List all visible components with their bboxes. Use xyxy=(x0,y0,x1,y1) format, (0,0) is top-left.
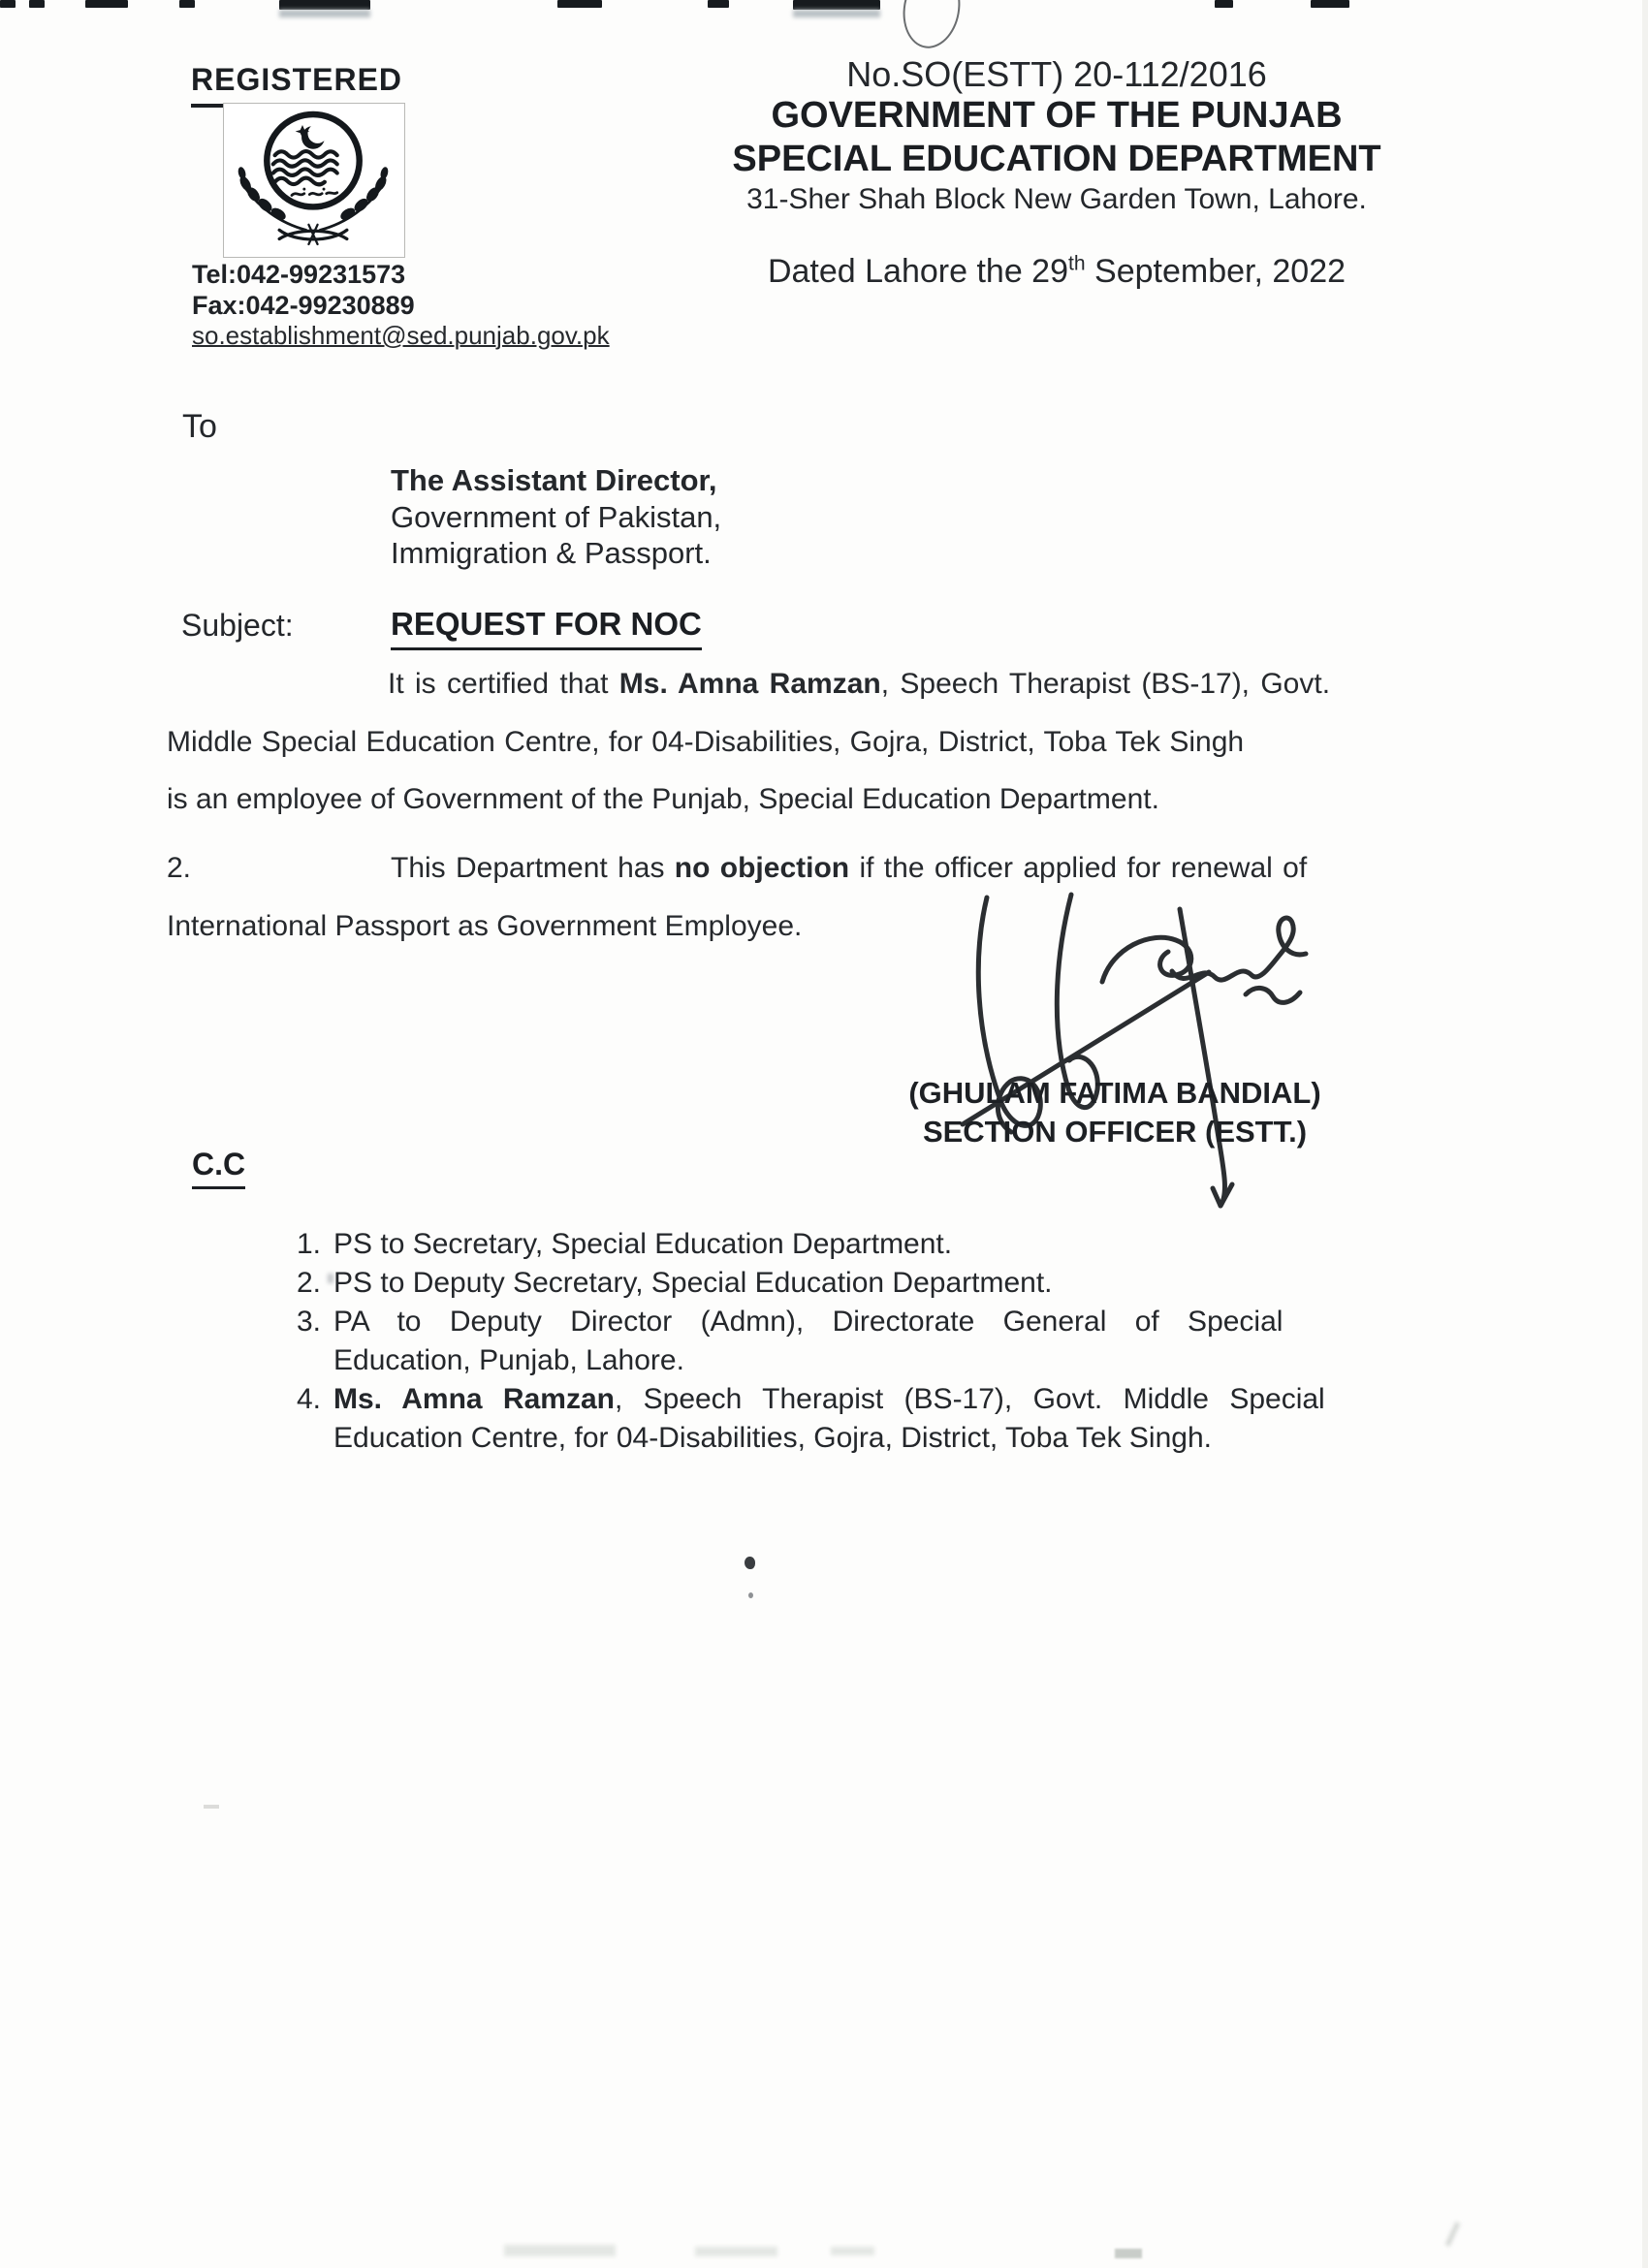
tel-number: Tel:042-99231573 xyxy=(192,260,406,289)
department-address: 31-Sher Shah Block New Garden Town, Lahore. xyxy=(746,183,1367,215)
scan-edge-artifact xyxy=(279,10,370,17)
cc-item-number: 4. xyxy=(297,1383,322,1415)
scan-edge-artifact xyxy=(1642,0,1648,2268)
scan-edge-artifact xyxy=(1311,0,1349,8)
cc-item: PS to Secretary, Special Education Department. xyxy=(333,1228,953,1260)
scan-edge-artifact xyxy=(0,0,16,8)
registered-stamp: REGISTERED xyxy=(191,62,402,108)
signatory-name: (GHULAM FATIMA BANDIAL) xyxy=(908,1076,1321,1110)
recipient-line: Government of Pakistan, xyxy=(391,500,722,534)
reference-number: No.SO(ESTT) 20-112/2016 xyxy=(846,54,1267,94)
cc-item-number: 2. xyxy=(297,1267,322,1299)
scan-edge-artifact xyxy=(179,0,195,8)
scan-speck-artifact xyxy=(328,1274,333,1283)
cc-label: C.C xyxy=(192,1147,245,1189)
paragraph2-number: 2. xyxy=(167,852,192,884)
ink-speck-artifact xyxy=(745,1557,755,1569)
paragraph2-line: This Department has no objection if the officer applied for renewal of xyxy=(391,852,1308,884)
scan-edge-artifact xyxy=(708,0,729,8)
cc-item-number: 3. xyxy=(297,1306,322,1338)
cc-item-number: 1. xyxy=(297,1228,322,1260)
handwritten-signature-icon xyxy=(955,868,1333,1229)
scan-smudge-artifact xyxy=(695,2247,777,2256)
scan-edge-artifact xyxy=(29,0,45,8)
scan-smudge-artifact xyxy=(831,2247,874,2255)
cc-item: Ms. Amna Ramzan, Speech Therapist (BS-17), Govt. Middle Special xyxy=(333,1383,1325,1415)
government-title: GOVERNMENT OF THE PUNJAB xyxy=(771,95,1343,136)
cc-item: PS to Deputy Secretary, Special Education Department. xyxy=(333,1267,1053,1299)
paragraph1-line: It is certified that Ms. Amna Ramzan, Speech Therapist (BS-17), Govt. xyxy=(388,668,1331,700)
recipient-line: The Assistant Director, xyxy=(391,463,717,497)
subject-label: Subject: xyxy=(181,608,294,643)
recipient-line: Immigration & Passport. xyxy=(391,536,712,570)
paragraph1-line: is an employee of Government of the Punjab, Special Education Department. xyxy=(167,783,1159,815)
scan-edge-artifact xyxy=(793,10,880,17)
fax-number: Fax:042-99230889 xyxy=(192,291,415,320)
scan-edge-artifact xyxy=(557,0,602,8)
scan-smudge-artifact xyxy=(1445,2221,1461,2247)
department-title: SPECIAL EDUCATION DEPARTMENT xyxy=(732,139,1381,179)
date-line: Dated Lahore the 29th September, 2022 xyxy=(767,252,1347,290)
paragraph1-line: Middle Special Education Centre, for 04-Disabilities, Gojra, District, Toba Tek Singh xyxy=(167,726,1245,758)
cc-item-continuation: Education, Punjab, Lahore. xyxy=(333,1344,684,1376)
scan-smudge-artifact xyxy=(504,2245,616,2256)
subject-title: REQUEST FOR NOC xyxy=(391,606,702,650)
signatory-title: SECTION OFFICER (ESTT.) xyxy=(922,1115,1308,1149)
scan-edge-artifact xyxy=(85,0,128,8)
scan-smudge-artifact xyxy=(1115,2249,1142,2258)
cc-item-continuation: Education Centre, for 04-Disabilities, Gojra, District, Toba Tek Singh. xyxy=(333,1422,1212,1454)
scan-edge-artifact xyxy=(793,0,880,10)
email-address: so.establishment@sed.punjab.gov.pk xyxy=(192,321,610,350)
scan-edge-artifact xyxy=(1215,0,1233,8)
punch-hole-artifact xyxy=(897,0,966,52)
ink-speck-artifact xyxy=(748,1592,753,1598)
paragraph2-line: International Passport as Government Employee. xyxy=(167,910,803,942)
cc-item: PA to Deputy Director (Admn), Directorate General of Special xyxy=(333,1306,1284,1338)
scan-edge-artifact xyxy=(279,0,370,10)
logo-frame xyxy=(223,103,405,258)
punjab-government-crest-icon xyxy=(224,104,402,255)
scan-speck-artifact xyxy=(204,1805,219,1809)
to-label: To xyxy=(182,408,217,445)
